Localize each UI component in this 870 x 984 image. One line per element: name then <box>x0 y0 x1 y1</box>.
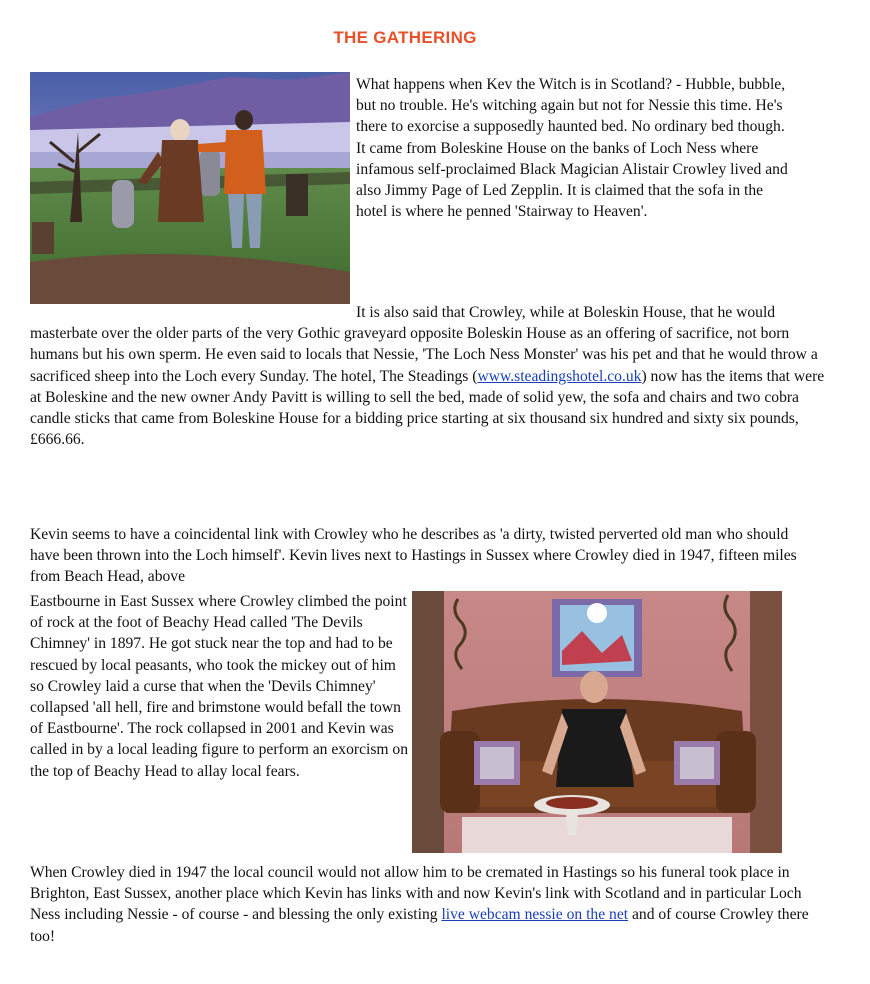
intro-paragraph: What happens when Kev the Witch is in Scotland? - Hubble, bubble, but no trouble. He's witching again but not for Nessie this time. He's there to exorcise a supposedly haunted bed. No ordinary bed though. It came from Boleskine House on the banks of Loch Ness where infamous self-proclaimed Black Magician Alistair Crowley lived and also Jimmy Page of Led Zepplin. It is claimed that the sofa in the hotel is where he penned 'Stairway to Heaven'. <box>356 76 788 221</box>
nessie-webcam-link[interactable]: live webcam nessie on the net <box>441 906 629 924</box>
sofa-photo <box>412 591 782 853</box>
page-title: THE GATHERING <box>333 28 477 47</box>
steadings-hotel-link[interactable]: www.steadingshotel.co.uk <box>477 367 642 385</box>
crowley-text-start: It is also said that Crowley, while at Boleskin House, that he would masterbate over the older parts of the very Gothic graveyard opposite Boleskin House as an offering of sacrifice, not born humans but his own sperm. He even said to locals that Nessie, 'The Loch Ness Monster' was his pet and that he would throw a sacrificed sheep into the Loch every Sunday. The hotel, The Steadings ( <box>30 304 818 385</box>
closing-paragraph <box>30 862 820 947</box>
link-paragraph-intro: Kevin seems to have a coincidental link with Crowley who he describes as 'a dirty, twisted perverted old man who should have been thrown into the Loch himself'. Kevin lives next to Hastings in Sussex where Crowley died in 1947, fifteen miles from Beach Head, above <box>30 526 797 586</box>
closing-text-start: When Crowley died in 1947 the local council would not allow him to be cremated in Hastings so his funeral took place in Brighton, East Sussex, another place which Kevin has links with and now Kevin's link with Scotland and in particular Loch Ness including Nessie - of course - and blessing the only existing <box>30 864 802 924</box>
graveyard-photo <box>30 72 350 304</box>
crowley-text-end: ) now has the items that were at Boleskine and the new owner Andy Pavitt is willing to sell the bed, made of solid yew, the sofa and chairs and two cobra candle sticks that came from Boleskine House for a bidding price starting at six thousand six hundred and sixty six pounds, £666.66. <box>30 367 825 449</box>
crowley-paragraph <box>30 302 830 450</box>
closing-text-end: and of course Crowley there too! <box>30 906 809 945</box>
devils-chimney-paragraph: Eastbourne in East Sussex where Crowley climbed the point of rock at the foot of Beachy Head called 'The Devils Chimney' in 1897. He got stuck near the top and had to be rescued by local peasants, who took the mickey out of him so Crowley laid a curse that when the 'Devils Chimney' collapsed 'all hell, fire and brimstone would befall the town of Eastbourne'. The rock collapsed in 2001 and Kevin was called in by a local leading figure to perform an exorcism on the top of Beachy Head to allay local fears. <box>30 593 409 780</box>
